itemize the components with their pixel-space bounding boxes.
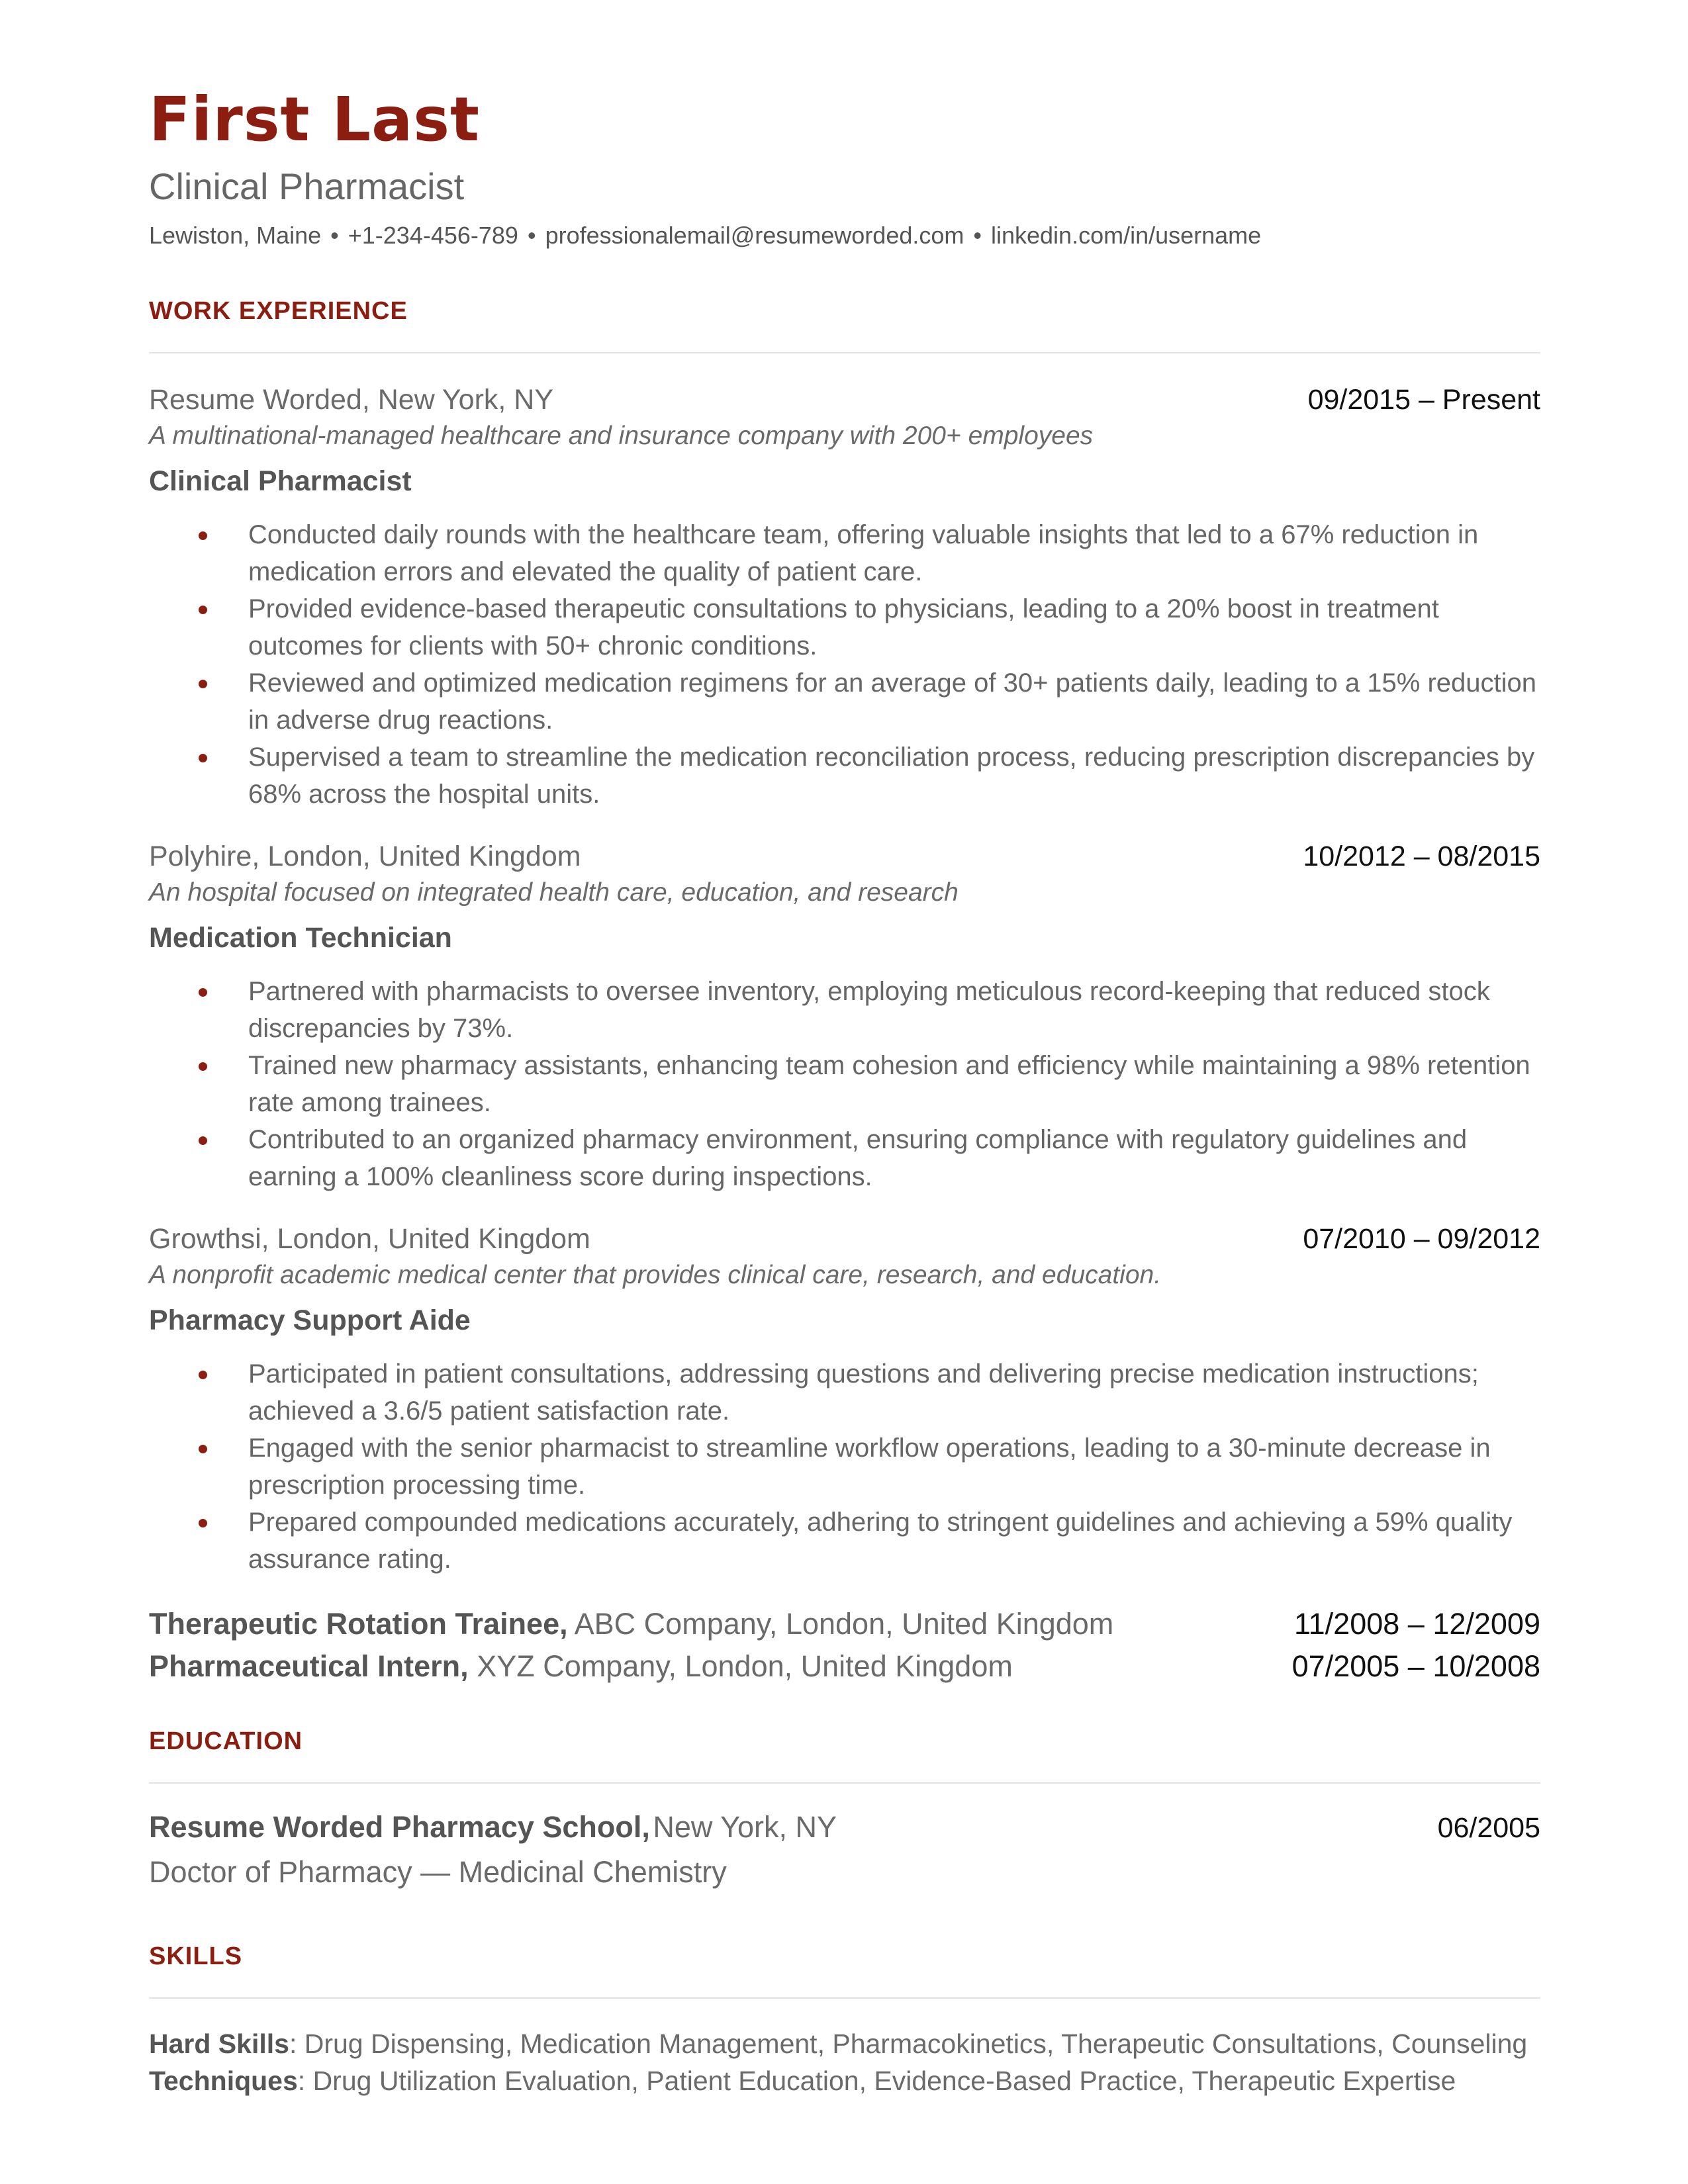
bullet-text: Engaged with the senior pharmacist to streamline workflow operations, leading to a 30-minute decrease in prescription processing time.: [248, 1433, 1491, 1500]
additional-roles: [149, 1603, 1540, 1688]
work-experience-section: [149, 297, 1540, 1688]
bullet-icon: [199, 531, 207, 540]
bullet-text: Conducted daily rounds with the healthcare team, offering valuable insights that led to a 67% reduction in medication errors and elevated the quality of patient care.: [248, 520, 1479, 586]
job-company-description: An hospital focused on integrated health care, education, and research: [149, 878, 959, 907]
bullet-icon: [199, 1136, 207, 1145]
section-heading: EDUCATION: [149, 1727, 303, 1755]
section-heading: SKILLS: [149, 1942, 243, 1970]
job-role: Medication Technician: [149, 921, 452, 954]
additional-role-company: XYZ Company, London, United Kingdom: [477, 1649, 1013, 1683]
job-bullets: [149, 516, 1540, 813]
bullet-text: Contributed to an organized pharmacy environment, ensuring compliance with regulatory guidelines and earning a 100% cleanliness score during inspections.: [248, 1124, 1468, 1191]
resume-page: [149, 86, 1540, 2099]
list-item: [149, 590, 1540, 664]
bullet-text: Prepared compounded medications accurately, adhering to stringent guidelines and achieving a 59% quality assurance rating.: [248, 1507, 1513, 1574]
skill-row-techniques: [149, 2062, 1540, 2099]
contact-email[interactable]: professionalemail@resumeworded.com: [545, 221, 964, 249]
list-item: [149, 973, 1540, 1047]
education-section: [149, 1727, 1540, 1889]
list-item: [149, 1504, 1540, 1578]
job-company: Growthsi, London, United Kingdom: [149, 1222, 590, 1255]
job-company: Polyhire, London, United Kingdom: [149, 840, 581, 872]
contact-phone: +1-234-456-789: [348, 221, 518, 249]
job-role: Pharmacy Support Aide: [149, 1304, 471, 1336]
skill-values: : Drug Dispensing, Medication Management, Pharmacokinetics, Therapeutic Consultations, Counseling: [289, 2028, 1528, 2059]
bullet-icon: [199, 1371, 207, 1379]
job-company: Resume Worded, New York, NY: [149, 383, 554, 416]
additional-role-dates: 11/2008 – 12/2009: [1293, 1606, 1540, 1641]
list-item: [149, 1121, 1540, 1195]
list-item: [149, 516, 1540, 590]
bullet-icon: [199, 988, 207, 997]
job-company-description: A nonprofit academic medical center that provides clinical care, research, and education.: [149, 1260, 1162, 1289]
contact-separator: •: [527, 221, 536, 249]
bullet-text: Reviewed and optimized medication regimens for an average of 30+ patients daily, leading to a 15% reduction in adverse drug reactions.: [248, 668, 1536, 735]
section-divider: [149, 352, 1540, 353]
job-entry: [149, 841, 1540, 1195]
additional-role-company: ABC Company, London, United Kingdom: [574, 1606, 1114, 1641]
additional-role-dates: 07/2005 – 10/2008: [1291, 1649, 1540, 1683]
list-item: [149, 739, 1540, 813]
contact-location: Lewiston, Maine: [149, 221, 322, 249]
additional-role-title: Pharmaceutical Intern,: [149, 1649, 469, 1683]
skills-list: [149, 2025, 1540, 2099]
list-item: [149, 1047, 1540, 1121]
section-heading: WORK EXPERIENCE: [149, 296, 408, 325]
bullet-icon: [199, 1062, 207, 1071]
contact-line: [149, 222, 1540, 250]
bullet-icon: [199, 1445, 207, 1453]
contact-separator: •: [330, 221, 339, 249]
contact-separator: •: [973, 221, 982, 249]
bullet-text: Partnered with pharmacists to oversee inventory, employing meticulous record-keeping that reduced stock discrepancies by 73%.: [248, 976, 1490, 1043]
additional-role-row: [149, 1603, 1540, 1645]
bullet-icon: [199, 680, 207, 688]
candidate-title: Clinical Pharmacist: [149, 165, 465, 208]
job-dates: 10/2012 – 08/2015: [1303, 840, 1540, 872]
job-entry: [149, 1223, 1540, 1578]
job-role: Clinical Pharmacist: [149, 465, 412, 497]
bullet-text: Provided evidence-based therapeutic consultations to physicians, leading to a 20% boost in treatment outcomes for clients with 50+ chronic conditions.: [248, 594, 1439, 660]
bullet-icon: [199, 606, 207, 614]
skill-label: Hard Skills: [149, 2028, 289, 2059]
candidate-name: First Last: [149, 84, 480, 155]
skills-section: [149, 1942, 1540, 2099]
job-company-description: A multinational-managed healthcare and insurance company with 200+ employees: [149, 421, 1094, 450]
skill-row-hard-skills: [149, 2025, 1540, 2062]
contact-linkedin[interactable]: linkedin.com/in/username: [990, 221, 1262, 249]
additional-role-title: Therapeutic Rotation Trainee,: [149, 1606, 568, 1641]
job-bullets: [149, 973, 1540, 1195]
bullet-text: Participated in patient consultations, addressing questions and delivering precise medication instructions; achieved a 3.6/5 patient satisfaction rate.: [248, 1359, 1479, 1426]
job-dates: 09/2015 – Present: [1307, 383, 1540, 416]
section-divider: [149, 1782, 1540, 1784]
degree: Doctor of Pharmacy — Medicinal Chemistry: [149, 1854, 727, 1889]
list-item: [149, 664, 1540, 739]
education-entry: [149, 1810, 1540, 1889]
list-item: [149, 1430, 1540, 1504]
school-location: New York, NY: [653, 1809, 837, 1844]
additional-role-row: [149, 1645, 1540, 1688]
bullet-text: Supervised a team to streamline the medication reconciliation process, reducing prescription discrepancies by 68% across the hospital units.: [248, 742, 1535, 809]
job-entry: [149, 384, 1540, 813]
list-item: [149, 1355, 1540, 1430]
bullet-icon: [199, 1519, 207, 1527]
job-dates: 07/2010 – 09/2012: [1303, 1222, 1540, 1255]
job-bullets: [149, 1355, 1540, 1578]
skill-label: Techniques: [149, 2065, 298, 2096]
bullet-text: Trained new pharmacy assistants, enhancing team cohesion and efficiency while maintaining a 98% retention rate among trainees.: [248, 1050, 1530, 1117]
education-date: 06/2005: [1437, 1811, 1540, 1844]
section-divider: [149, 1997, 1540, 1999]
skill-values: : Drug Utilization Evaluation, Patient Education, Evidence-Based Practice, Therapeutic Expertise: [297, 2065, 1456, 2096]
bullet-icon: [199, 754, 207, 762]
school-name: Resume Worded Pharmacy School,: [149, 1809, 650, 1844]
